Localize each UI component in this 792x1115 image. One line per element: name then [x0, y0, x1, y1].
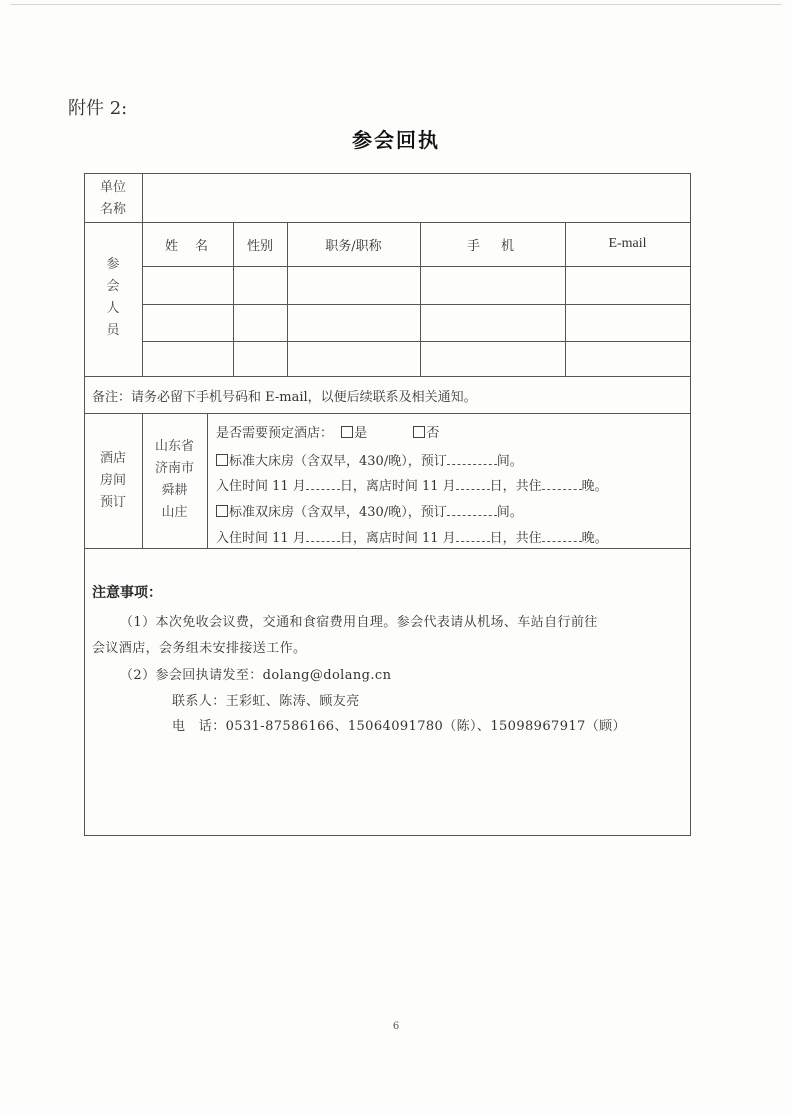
twin-room-checkbox[interactable] [216, 505, 228, 517]
hotel-booking-label-line: 酒店 [99, 451, 126, 466]
attachment-label: 附件 2: [68, 98, 128, 119]
king-room-row [216, 450, 523, 469]
notice-item-2: （2）参会回执请发至：dolang@dolang.cn [120, 668, 392, 683]
room-unit: 间。 [496, 505, 523, 520]
twin-room-label: 标准双床房（含双早，430/晚），预订 [229, 505, 447, 520]
column-header-email: E-mail [608, 236, 647, 251]
attendees-label [84, 254, 142, 342]
twin-room-dates-row [216, 527, 608, 546]
page-top-edge [10, 4, 782, 5]
page-number: 6 [392, 1021, 400, 1032]
checkin-day-blank[interactable] [306, 533, 340, 542]
hotel-yes-checkbox[interactable] [341, 426, 353, 438]
hotel-booking-label-line: 预订 [99, 495, 126, 510]
need-hotel-row [216, 422, 439, 441]
need-hotel-question: 是否需要预定酒店： [216, 426, 334, 441]
king-room-dates-row [216, 475, 608, 494]
table-divider [84, 376, 691, 377]
king-room-label: 标准大床房（含双早，430/晚），预订 [229, 454, 447, 469]
nights-label: 日，共住 [489, 531, 542, 546]
table-divider [84, 413, 691, 414]
unit-name-label-line: 名称 [99, 202, 126, 217]
hotel-booking-label [84, 448, 142, 514]
attendees-label-char: 员 [106, 323, 120, 338]
king-room-checkbox[interactable] [216, 454, 228, 466]
column-header-title: 职务/职称 [325, 238, 382, 254]
hotel-location-line: 山东省 [154, 439, 194, 454]
notice-item-1-cont: 会议酒店，会务组未安排接送工作。 [92, 641, 307, 656]
night-unit: 晚。 [581, 479, 608, 494]
table-divider [84, 548, 691, 549]
unit-name-field[interactable] [143, 174, 690, 222]
page-title: 参会回执 [352, 128, 440, 152]
table-row[interactable] [143, 305, 690, 341]
room-unit: 间。 [496, 454, 523, 469]
hotel-no-label: 否 [426, 426, 440, 441]
hotel-no-checkbox[interactable] [413, 426, 425, 438]
attendees-label-char: 会 [106, 279, 120, 294]
column-header-gender: 性别 [246, 238, 273, 254]
phone-numbers: 电 话：0531-87586166、15064091780（陈）、15098967917（顾） [172, 719, 626, 734]
hotel-location-line: 舜耕 [161, 483, 188, 498]
hotel-booking-label-line: 房间 [99, 473, 126, 488]
column-header-mobile: 手 机 [466, 238, 518, 254]
unit-name-label-line: 单位 [99, 180, 126, 195]
hotel-location [142, 436, 207, 524]
checkout-label: 日，离店时间 11 月 [339, 479, 456, 494]
hotel-location-line: 山庄 [161, 505, 188, 520]
attendees-label-char: 参 [106, 257, 120, 272]
nights-blank[interactable] [542, 481, 582, 490]
notices-title: 注意事项： [92, 585, 162, 601]
unit-name-label [84, 177, 142, 221]
twin-room-count-blank[interactable] [447, 507, 497, 516]
table-border-right [690, 173, 691, 836]
attendees-label-char: 人 [106, 301, 120, 316]
table-row[interactable] [143, 342, 690, 376]
checkout-label: 日，离店时间 11 月 [339, 531, 456, 546]
checkin-label: 入住时间 11 月 [216, 531, 306, 546]
nights-label: 日，共住 [489, 479, 542, 494]
table-divider [207, 413, 208, 548]
checkout-day-blank[interactable] [456, 481, 490, 490]
note-text: 备注：请务必留下手机号码和 E-mail，以便后续联系及相关通知。 [92, 390, 477, 405]
table-border-bottom [84, 835, 691, 836]
king-room-count-blank[interactable] [447, 456, 497, 465]
contacts: 联系人：王彩虹、陈涛、顾友亮 [172, 694, 360, 709]
column-header-name: 姓 名 [164, 238, 210, 254]
checkout-day-blank[interactable] [456, 533, 490, 542]
checkin-label: 入住时间 11 月 [216, 479, 306, 494]
night-unit: 晚。 [581, 531, 608, 546]
notice-item-1: （1）本次免收会议费，交通和食宿费用自理。参会代表请从机场、车站自行前往 [120, 615, 598, 630]
hotel-yes-label: 是 [354, 426, 368, 441]
table-row[interactable] [143, 267, 690, 304]
nights-blank[interactable] [542, 533, 582, 542]
hotel-location-line: 济南市 [154, 461, 194, 476]
checkin-day-blank[interactable] [306, 481, 340, 490]
twin-room-row [216, 501, 523, 520]
